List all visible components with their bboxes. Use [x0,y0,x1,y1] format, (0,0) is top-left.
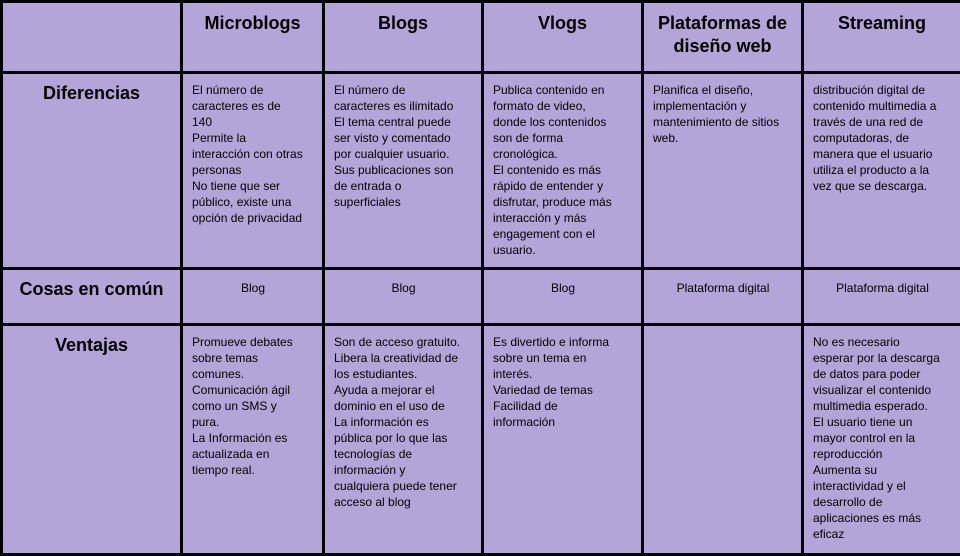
header-row [2,2,960,73]
table-cell: Plataforma digital [643,269,803,325]
table-cell: Es divertido e informa sobre un tema en interés. Variedad de temas Facilidad de información [483,325,643,555]
row-header-diferencias: Diferencias [2,73,182,269]
table-cell: Son de acceso gratuito. Libera la creatividad de los estudiantes. Ayuda a mejorar el dominio en el uso de La información es pública por lo que las tecnologías de información y cualquiera puede tener acceso al blog [324,325,483,555]
table-cell: distribución digital de contenido multimedia a través de una red de computadoras, de manera que el usuario utiliza el producto a la vez que se descarga. [803,73,960,269]
column-header-microblogs: Microblogs [182,2,324,73]
table-cell: Plataforma digital [803,269,960,325]
table-row-diferencias [2,73,960,269]
table-cell: Blog [182,269,324,325]
corner-cell [2,2,182,73]
table-cell [643,325,803,555]
table-cell: Planifica el diseño, implementación y mantenimiento de sitios web. [643,73,803,269]
table-cell: Blog [483,269,643,325]
table-cell: Publica contenido en formato de video, donde los contenidos son de forma cronológica. El contenido es más rápido de entender y disfrutar, produce más interacción y más engagement con el usuario. [483,73,643,269]
column-header-vlogs: Vlogs [483,2,643,73]
table-row-cosas-en-comun [2,269,960,325]
row-header-ventajas: Ventajas [2,325,182,555]
table-cell: El número de caracteres es ilimitado El tema central puede ser visto y comentado por cualquier usuario. Sus publicaciones son de entrada o superficiales [324,73,483,269]
table-cell: Promueve debates sobre temas comunes. Comunicación ágil como un SMS y pura. La Información es actualizada en tiempo real. [182,325,324,555]
column-header-blogs: Blogs [324,2,483,73]
table-cell: El número de caracteres es de 140 Permite la interacción con otras personas No tiene que ser público, existe una opción de privacidad [182,73,324,269]
column-header-plataformas: Plataformas de diseño web [643,2,803,73]
table-row-ventajas [2,325,960,555]
column-header-streaming: Streaming [803,2,960,73]
table-cell: No es necesario esperar por la descarga de datos para poder visualizar el contenido multimedia esperado. El usuario tiene un mayor control en la reproducción Aumenta su interactividad y el desarrollo de aplicaciones es más eficaz [803,325,960,555]
row-header-cosas-en-comun: Cosas en común [2,269,182,325]
table-cell: Blog [324,269,483,325]
